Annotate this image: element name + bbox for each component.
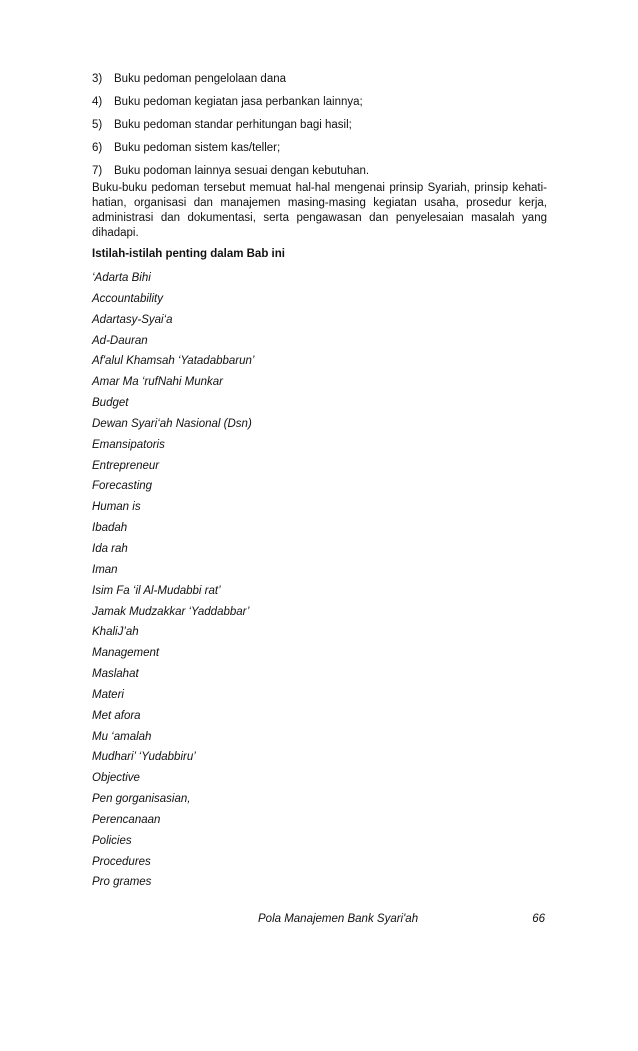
list-item-number: 5): [92, 119, 103, 131]
list-item-text: Buku pedoman kegiatan jasa perbankan lainnya;: [114, 96, 363, 108]
term-item: Forecasting: [92, 480, 153, 493]
term-item: Human is: [92, 501, 141, 514]
term-item: ‘Adarta Bihi: [92, 272, 151, 284]
term-item: Pen gorganisasian,: [92, 793, 191, 806]
term-item: Perencanaan: [92, 813, 161, 826]
term-item: Accountability: [92, 292, 163, 305]
list-item-number: 6): [92, 142, 103, 154]
term-item: KhaliJ’ah: [92, 626, 139, 639]
list-item-number: 3): [92, 73, 103, 85]
numbered-list: [92, 72, 547, 179]
list-item: [92, 72, 547, 87]
term-item: Amar Ma ‘rufNahi Munkar: [92, 376, 224, 389]
term-item: Ad-Dauran: [92, 334, 148, 347]
list-item-text: Buku pedoman pengelolaan dana: [114, 73, 287, 85]
term-item: Ida rah: [92, 542, 128, 555]
term-item: Emansipatoris: [92, 438, 165, 451]
page-number: 66: [532, 913, 545, 925]
term-item: Procedures: [92, 855, 151, 868]
list-item-number: 7): [92, 165, 103, 177]
list-item: [92, 118, 547, 133]
term-item: Budget: [92, 397, 129, 410]
term-item: Met afora: [92, 709, 141, 722]
terms-heading: Istilah-istilah penting dalam Bab ini: [92, 248, 285, 260]
term-item: Adartasy-Syai‘a: [92, 313, 173, 326]
term-item: Entrepreneur: [92, 459, 160, 472]
list-item: [92, 95, 547, 110]
term-item: Policies: [92, 834, 132, 847]
term-item: Jamak Mudzakkar ‘Yaddabbar’: [92, 605, 250, 618]
page-content: [92, 72, 547, 893]
term-item: Dewan Syari‘ah Nasional (Dsn): [92, 417, 252, 430]
term-item: Materi: [92, 688, 124, 701]
term-item: Objective: [92, 772, 140, 785]
list-item-text: Buku pedoman standar perhitungan bagi hasil;: [114, 119, 352, 131]
list-item-text: Buku podoman lainnya sesuai dengan kebutuhan.: [114, 165, 370, 177]
footer-title: Pola Manajemen Bank Syari'ah: [258, 913, 419, 925]
term-item: Mudhari’ ‘Yudabbiru’: [92, 751, 196, 764]
term-item: Mu ‘amalah: [92, 730, 152, 743]
term-item: Ibadah: [92, 522, 128, 535]
list-item: [92, 164, 547, 179]
term-item: Management: [92, 647, 160, 660]
list-item: [92, 141, 547, 156]
term-item: Maslahat: [92, 668, 139, 681]
term-item: Af'alul Khamsah ‘Yatadabbarun’: [92, 355, 255, 368]
term-item: Iman: [92, 563, 118, 576]
terms-list: [92, 268, 547, 893]
term-item: Isim Fa ‘il Al-Mudabbi rat’: [92, 584, 221, 597]
list-item-number: 4): [92, 96, 103, 108]
body-paragraph: Buku-buku pedoman tersebut memuat hal-hal mengenai prinsip Syariah, prinsip kehati-hatian, organisasi dan manajemen masing-masing kegiatan usaha, prosedur kerja, administrasi dan dokumentasi, serta pengawasan dan penyelesaian masalah yang dihadapi.: [92, 182, 547, 239]
term-item: Pro grames: [92, 876, 152, 889]
list-item-text: Buku pedoman sistem kas/teller;: [114, 142, 281, 154]
